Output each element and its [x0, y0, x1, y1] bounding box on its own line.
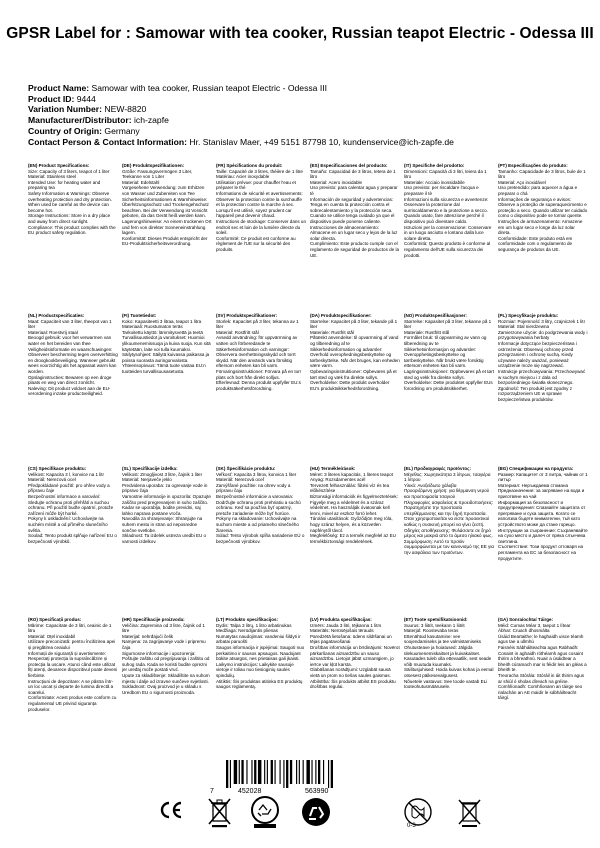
- spec-line: Paredzētā lietošana: ūdens sildīšanai un tējas pagatavošanai: [310, 633, 392, 645]
- spec-line: Conformitate: Acest produs este conform cu regulamentul UE privind siguranța produselor.: [28, 695, 117, 712]
- spec-grid-row: [28, 313, 588, 403]
- spec-heading: (CS) Specifikace produktu:: [28, 466, 87, 471]
- info-label: Country of Origin:: [28, 125, 102, 136]
- spec-line: Maat: Capaciteit van 3 liter, theepot van 1 liter: [28, 318, 112, 330]
- spec-line: Cumplimiento: Este producto cumple con el reglamento de seguridad de productos de la UE.: [310, 241, 399, 258]
- spec-line: Saugos informacija ir įspėjimai: Saugoti nuo perkaitimo ir sausos apsaugos. Naudojant būkite atsargūs, nes prietaisas gali įkaisti.: [216, 644, 305, 662]
- spec-line: Namjena: za zagrijavanje vode i pripremu čaja: [122, 639, 206, 650]
- spec-line: Taille: Capacité de 3 litres, théière de 1 litre: [216, 168, 303, 174]
- barcode-bar: [303, 760, 304, 784]
- spec-line: Инструкции за съхранение: Съхранявайте на сухо място и далеч от пряка слънчева светлина.: [498, 527, 588, 544]
- spec-line: Předpokládané použití: pro ohřev vody a přípravu čaje: [28, 482, 110, 494]
- spec-line: Bezpečnostné informácie a varovania: Dodržujte ochranu proti prehriatiu a suchú ochranu. Keď sa používa byť opatrný, pretože zariadenie môže byť horúce.: [216, 493, 301, 516]
- spec-line: Uso previsto: per riscaldare l'acqua e preparare il tè: [404, 185, 479, 196]
- spec-line: Informacje dotyczące bezpieczeństwa i ostrzeżenia: Obserwuj ochronę przed przegrzaniem i ochronę suchą. Kiedy używane należy uważać, ponieważ urządzenie może się nagrzewać.: [498, 340, 577, 369]
- spec-line: Conformité: Ce produit est conforme au règlement de l'UE sur la sécurité des produits.: [216, 235, 296, 252]
- spec-line: Materiāls: Nerūsējošais tērauds: [310, 628, 374, 634]
- spec-heading: (ES) Especificaciones del producto:: [310, 163, 388, 168]
- barcode-bar: [283, 760, 284, 788]
- spec-line: Storlek: Kapacitet på 3 liter, tekanna av 1 liter: [216, 318, 299, 330]
- info-label: Variation Number:: [28, 104, 103, 115]
- spec-line: Sikkerhetsinformasjon og advarsler: Overopphetingsbeskyttelse og tørrbeskyttelse. Når brukt være forsiktig ettersom enheten kan bli varm.: [404, 346, 484, 369]
- spec-line: Material: Oțel inoxidabil: [28, 633, 76, 639]
- spec-line: Glabāšanas norādījumi: Uzglabāt sausā vietā un prom no tiešas saules gaismas.: [310, 667, 391, 678]
- spec-line: Predvidena uporaba: za ogrevanje vode in pripravo čaja: [122, 482, 208, 494]
- spec-line: Rozmiar: Pojemność 3 litry, czajniczek 1 litr: [498, 318, 586, 324]
- spec-line: Предназначение: за загряване на вода и приготвяне на чай: [498, 488, 585, 499]
- spec-line: Pokyny k uskladnění: Uchovávejte na suchém místě a od přímého slunečního světla.: [28, 516, 108, 533]
- barcode-bar: [318, 760, 320, 784]
- spec-line: Instrucțiuni de depozitare: A se păstra într-un loc uscat și departe de lumina directă a soarelui.: [28, 678, 114, 695]
- spec-line: Velikost: Kapacita 3 l, konvice na 1 litr: [28, 471, 105, 477]
- spec-line: Upute za skladištenje: Skladištite na suhom mjestu i dalje od izravne sunčeve svjetlosti.: [122, 672, 210, 684]
- spec-line: Faisnéis Sábháilteachta agus Rabhadh: Cosaint in aghaidh róthéamh agus cosaint thirim a bhreathnú. Nuair a úsáidtear a bheith cúramach mar is féidir leis an gléas a bheith te.: [498, 644, 587, 673]
- spec-line: Instruções de armazenamento: Armazene em um lugar seco e longe da luz solar direta.: [498, 218, 583, 236]
- language-spec-block: [498, 313, 588, 403]
- spec-line: Varnostne informacije in opozorila: Opazujte zaščito pred pregrevanjem in suho zaščito. Kadar se uporablja, bodite previdni, saj lahko naprava postane vroča.: [122, 493, 211, 516]
- variation-number-row: [28, 104, 588, 115]
- page-title: GPSR Label for : Samowar with tea cooker, Russian teapot Electric - Odessa III: [6, 25, 594, 42]
- info-label: Product ID:: [28, 93, 75, 104]
- spec-line: Προοριζόμενη χρήση: για θέρμανση νερού και προετοιμασία τσαγιού: [404, 488, 490, 499]
- spec-line: Tervezett felhasználás: fűtési víz és tea előkészítése: [310, 482, 390, 494]
- spec-line: Uso previsto: para calentar agua y preparar té: [310, 185, 398, 196]
- spec-heading: (DE) Produktspezifikationen:: [122, 163, 185, 168]
- spec-line: Opslaginstructies: Bewaren op een droge plaats en weg van direct zonlicht.: [28, 374, 112, 386]
- spec-line: Съответствие: Този продукт отговаря на регламента на ЕС за безопасност на продуктите.: [498, 544, 584, 561]
- barcode-icon: [218, 760, 378, 790]
- barcode-bar: [280, 760, 281, 784]
- barcode-bar: [271, 760, 273, 784]
- spec-line: Overholdelse: Dette produkt overholder EU's produktsikkerhedsforordning.: [310, 380, 390, 391]
- spec-line: Atbilstība: Šis produkts atbilst ES produktu drošības regulai.: [310, 678, 396, 690]
- spec-line: Atitiktis: Šis produktas atitinka ES produktų saugos reglamentą.: [216, 678, 303, 690]
- spec-line: Méret: 3 literes kapacitás, 1 literes teapot: [310, 471, 393, 477]
- language-spec-block: [404, 617, 494, 712]
- spec-line: Biztonsági információk és figyelmeztetések: Figyelje meg a védelmet és a száraz védelmet. Ha használják óvatosnak kell lenni, mivel az eszköz forró lehet.: [310, 493, 398, 516]
- product-name-row: [28, 83, 588, 94]
- spec-line: Materiaal: Roestvrij staal: [28, 329, 78, 335]
- info-value: NEW-8820: [104, 104, 147, 115]
- language-spec-block: [310, 617, 400, 712]
- spec-heading: (DA) Produktspecifikationer:: [310, 313, 372, 318]
- spec-line: Ábhar: Cruach dhosmálta: [498, 628, 550, 634]
- recyclable-icon: [250, 795, 280, 829]
- spec-heading: (ET) Toote spetsifikatsioonid:: [404, 617, 468, 622]
- barcode-bar: [290, 760, 292, 784]
- spec-line: Materiale: Rustfrit stål: [310, 329, 354, 335]
- language-spec-block: [122, 466, 212, 561]
- info-value: ich-zapfe: [134, 115, 169, 126]
- spec-line: Efterlevnad: Denna produkt uppfyller EU:s produktsäkerhetsförordning.: [216, 380, 301, 391]
- info-label: Product Name:: [28, 83, 90, 93]
- barcode-bar: [296, 760, 297, 784]
- spec-line: Dimensioni: Capacità di 3 litri, teiera da 1 litro: [404, 168, 487, 180]
- spec-line: Tamaño: Capacidad de 3 litros, tetera de 1 litro: [310, 168, 396, 180]
- spec-line: Turvallisuustiedot ja varoitukset: Huomioi ylikuumenemissuoja ja kuiva suoja. Kun sitä käytetään, laite voi tulla kuumaksi.: [122, 335, 211, 352]
- spec-line: Vorgesehene Verwendung: zum Erhitzen von Wasser und Zubereiten von Tee: [122, 185, 205, 196]
- spec-line: Soulad: Tento produkt splňuje nařízení EU o bezpečnosti výrobků.: [28, 533, 117, 544]
- spec-line: Materiál: Nerezová oceľ: [216, 477, 265, 483]
- spec-line: Material: Edelstahl: [122, 179, 160, 185]
- barcode-bar: [311, 760, 312, 784]
- spec-line: Nõuetele vastavus: See toode vastab ELi tooteohutusmäärusele.: [404, 678, 488, 690]
- spec-line: Laikymo instrukcijos: Laikykite sausoje vietoje ir toliau nuo tiesioginių saulės spindulių.: [216, 661, 294, 678]
- barcode-bar: [254, 760, 256, 784]
- spec-line: Size: Capacity of 3 liters, teapot of 1 liter: [28, 168, 110, 174]
- spec-heading: (IT) Specifiche del prodotto:: [404, 163, 465, 168]
- spec-line: Säkerhetsinformation och varningar: Observera överhettningsskydd och torrt skydd. När den används vara försiktig eftersom enheten kan bli varm.: [216, 346, 296, 369]
- spec-line: Tarkoitettu käyttö: lämmitysvettä ja teetä: [122, 329, 203, 335]
- spec-line: Instrucciones de almacenamiento: Almacene en un lugar seco y lejos de la luz solar directa.: [310, 224, 398, 241]
- language-spec-block: [28, 466, 118, 561]
- spec-line: Størrelse: Kapasitet på 3 liter, tekanne på 1 liter: [404, 318, 492, 330]
- spec-line: Förvaringsinstruktioner: Förvara på en torr plats och bort från direkt solljus.: [216, 368, 302, 380]
- spec-grid-row: [28, 466, 588, 561]
- info-value: Hr. Stanislav Maer, +49 5151 87798 10, kundenservice@ich-zapfe.de: [189, 136, 454, 147]
- language-spec-block: [404, 466, 494, 561]
- spec-line: Megfelelőség: Ez a termék megfelel az EU termékbiztonsági rendeletének.: [310, 533, 396, 544]
- language-spec-block: [122, 313, 212, 403]
- spec-line: Overholdelse: Dette produktet oppfyller EUs forordning om produktsikkerhet.: [404, 380, 493, 391]
- spec-line: Materijal: nehrđajući čelik: [122, 633, 174, 639]
- spec-heading: (NL) Productspecificaties:: [28, 313, 85, 318]
- spec-line: Informazioni sulla sicurezza e avvertenze: Osservare la protezione dal surriscaldamento e la protezione a secco. Quando usato, fare attenzione perché il dispositivo può diventare caldo.: [404, 196, 489, 224]
- spec-line: Numatytas naudojimas: vandeniui šildyti ir arbatai paruošti: [216, 633, 301, 645]
- barcode-bar: [267, 760, 268, 784]
- barcode-bar: [299, 760, 300, 784]
- spec-line: Materiale: Acciaio inossidabile: [404, 179, 465, 185]
- batteries-icon: [456, 796, 484, 828]
- language-spec-block: [28, 313, 118, 403]
- barcode-bar: [275, 760, 276, 784]
- spec-heading: (PL) Specyfikacje produktu:: [498, 313, 559, 318]
- language-spec-block: [498, 466, 588, 561]
- spec-line: Størrelse: Kapacitet på 3 liter, tekande på 1 liter: [310, 318, 398, 330]
- manufacturer-row: [28, 115, 588, 126]
- spec-line: Comhlíonadh: Comhlíonann an táirge seo rialachán an AE maidir le sábháilteacht táirgí.: [498, 684, 583, 701]
- spec-grid-row: [28, 617, 588, 712]
- spec-line: Material: Stainless steel: [28, 174, 77, 180]
- spec-line: Veľkosť: Kapacita 3 litrov, konvica 1 liter: [216, 471, 297, 477]
- barcode-bar: [264, 760, 265, 784]
- spec-line: Conformidade: Este produto está em conformidade com o regulamento de segurança de produtos da UE.: [498, 235, 573, 252]
- spec-line: Größe: Fassungsvermögen 3 Liter, Teekanne von 1 Liter: [122, 168, 193, 180]
- spec-heading: (GA) Sonraíochtaí Táirge:: [498, 617, 554, 622]
- spec-heading: (LV) Produkta specifikācijas:: [310, 617, 372, 622]
- spec-line: Material: Acero inoxidable: [310, 179, 363, 185]
- spec-line: Skladnost: Ta izdelek ustreza uredbi EU o varnosti izdelkov.: [122, 533, 207, 544]
- spec-line: Säilitusjuhised: Hoida kuivas kohas ja eemal otsesest päikesevalgusest.: [404, 667, 494, 678]
- spec-line: Uso pretendido: para aquecer a água e preparar o chá: [498, 185, 578, 196]
- language-spec-block: [498, 163, 588, 258]
- spec-line: Ettenähtud kasutamine: vee soojendamiseks ja tee valmistamiseks: [404, 633, 482, 645]
- spec-line: Naleving: Dit product voldoet aan de EU-verordening inzake productveiligheid.: [28, 385, 111, 397]
- spec-line: Úsáid Beartaithe: le haghaidh uisce téamh agus tae a ullmhú: [498, 633, 584, 645]
- language-spec-block: [310, 466, 400, 561]
- spec-line: Информация за безопасност и предупреждения: Спазвайте защитата от прегряване и суха защита. Когато се използва бъдете внимателни, тъй като устройството може да стане горещо.: [498, 499, 586, 527]
- language-spec-block: [216, 466, 306, 561]
- spec-heading: (FR) Spécifications du produit:: [216, 163, 283, 168]
- spec-line: Συμμόρφωση: Αυτό το προϊόν συμμορφώνεται με τον κανονισμό της ΕΕ για την ασφάλεια των προϊόντων.: [404, 538, 494, 555]
- spec-line: Opbevaringsinstruktioner: Opbevares på et tørt sted og væk fra direkte sollys.: [310, 368, 397, 380]
- barcode-bar: [251, 760, 252, 784]
- barcode-bar: [258, 760, 261, 784]
- language-spec-block: [216, 617, 306, 712]
- info-value: Samowar with tea cooker, Russian teapot Electric - Odessa III: [91, 83, 327, 93]
- spec-line: Safety Information & Warnings: Observe overheating protection and dry protection. When used be careful as the device can become hot.: [28, 190, 112, 213]
- svg-text:0-3: 0-3: [407, 823, 416, 828]
- barcode-bar: [246, 760, 247, 784]
- spec-line: Koko: Kapasiteetti 3 litraa, teapot 1 litra: [122, 318, 202, 324]
- barcode-group-2: 563990: [305, 788, 329, 795]
- spec-heading: (FI) Tuotetiedot:: [122, 313, 157, 318]
- info-value: Germany: [104, 125, 140, 136]
- spec-line: Informații de siguranță și avertismente: Respectați protecția la supraîncălzire și protecția la uscare. Atunci când este utilizat fiți atenți, deoarece dispozitivul poate deveni fierbinte.: [28, 650, 118, 678]
- weee-bin-icon: [207, 796, 233, 828]
- spec-line: Sikkerhedsinformation og advarsler: Overhold overophedningsbeskyttelse og tørbeskyttelse. Når det bruges, kan enheden være varm.: [310, 346, 400, 369]
- spec-line: Medžiaga: Nerūdijantis plienas: [216, 628, 278, 634]
- spec-line: Yhteensopivuus: Tämä tuote vastaa EU:n tuotteiden turvallisuusasetusta.: [122, 363, 206, 374]
- info-label: Manufacturer/Distributor:: [28, 115, 132, 126]
- barcode-bar: [315, 760, 316, 784]
- spec-line: Méid: Cumas Méar 3, taepot 1 lítear: [498, 622, 571, 628]
- barcode-bar: [306, 760, 309, 784]
- spec-heading: (LT) Produkto specifikacijos:: [216, 617, 279, 622]
- spec-line: Informações de segurança e avisos: Observe a proteção de superaquecimento e proteção a seco. Quando utilizar ter cuidado como o dispositivo pode se tornar quente.: [498, 196, 588, 219]
- spec-line: Pokyny na skladovanie: Uchovávajte na suchom mieste a od priameho slnečného žiarenia.: [216, 516, 299, 533]
- spec-line: Información de seguridad y advertencias: Tenga en cuenta la protección contra el sobrecalentamiento y la protección seca. Cuando se utilice tenga cuidado ya que el dispositivo puede ponerse caliente.: [310, 196, 395, 224]
- spec-line: Sukladnost: Ovaj proizvod je u skladu s Uredbom EU o sigurnosti proizvoda.: [122, 684, 202, 695]
- spec-line: Οδηγίες αποθήκευσης: Φυλάσσετε σε ξηρό μέρος και μακριά από το άμεσο ηλιακό φως.: [404, 527, 493, 539]
- spec-line: Matériau: Acier inoxydable: [216, 174, 270, 180]
- spec-line: Tárolási utasítások: Győződjön meg róla, hogy száraz helyen, és a közvetlen napfénytől távol.: [310, 516, 393, 533]
- spec-line: Conformità: Questo prodotto è conforme al regolamento dell'UE sulla sicurezza dei prodotti.: [404, 241, 491, 258]
- barcode-bar: [286, 760, 288, 788]
- spec-line: Materiał: Stal nierdzewna: [498, 324, 550, 330]
- spec-heading: (NO) Produktspesifikasjoner:: [404, 313, 467, 318]
- spec-line: Konformität: Dieses Produkt entspricht der EU-Produktsicherheitsverordnung.: [122, 235, 208, 247]
- spec-line: Påtænkt anvendelse: til opvarmning af vand og tilberedning af te: [310, 335, 399, 346]
- spec-heading: (HU) Termékleírások:: [310, 466, 356, 471]
- spec-line: Mărime: Capacitate de 3 litri, ceainic de 1 litru: [28, 622, 112, 634]
- spec-line: Beoogd gebruik: voor het verwarmen van water en het bereiden van thee: [28, 335, 112, 346]
- spec-line: Säilytysohjeet: Säilytä kuivassa paikassa ja poissa suorasta auringonvalosta.: [122, 352, 210, 363]
- spec-line: Bezpečnostní informace a varování: Sledujte ochranu proti přehřátí a suchou ochranu. Při použití buďte opatrní, protože zařízení může být horké.: [28, 493, 114, 516]
- spec-line: Veiligheidsinformatie en waarschuwingen: Observeer bescherming tegen oververhitting en droogkookbeveiliging. Wanneer gebruikt wees voorzichtig als het apparaat warm kan worden.: [28, 346, 118, 374]
- spec-line: Utilisation prévue: pour chauffer l'eau et préparer le thé: [216, 179, 296, 191]
- spec-line: Materjal: Roostevaba teras: [404, 628, 459, 634]
- info-value: 9444: [76, 93, 96, 104]
- info-label: Contact Person & Contact Information:: [28, 136, 187, 147]
- spec-line: Compliance: This product complies with the EU product safety regulation.: [28, 224, 116, 236]
- language-spec-block: [498, 617, 588, 712]
- spec-line: Treoracha Stórála: Stóráil in áit thirim agus ar shiúl ó sholas díreach na gréine.: [498, 672, 585, 684]
- language-spec-block: [28, 163, 118, 258]
- spec-line: Navodila za shranjevanje: Shranjujte na suhem mestu in stran od neposredne sončne svetlobe.: [122, 516, 203, 533]
- spec-line: Material: Nerjaveče jeklo: [122, 477, 172, 483]
- spec-line: Material: Rostfritt stål: [216, 329, 259, 335]
- spec-line: Informations de sécurité et avertissements: Observer la protection contre la surchauffe et la protection contre la marche à sec. Lorsqu'il est utilisé, soyez prudent car l'appareil peut devenir chaud.: [216, 190, 303, 219]
- spec-line: Ohutusteave ja hoiatused: Jälgida ülekuumenemiskaitset ja kuivakaitset. Kasutades tuleb olla ettevaatlik, sest seade võib muutuda kuumaks.: [404, 644, 492, 667]
- barcode-group-1: 452028: [238, 788, 262, 795]
- spec-line: Υλικό: Ανοξείδωτο χάλυβα: [404, 482, 457, 488]
- spec-line: Lagringsinstruksjoner: Oppbevares på et tørt sted og vekk fra direkte sollys.: [404, 368, 494, 380]
- spec-line: Materiaali: Ruostumaton teräs: [122, 324, 183, 330]
- spec-line: Sigurnosne informacije i upozorenja: Poštujte zaštitu od pregrijavanja i zaštitu od suhog rada. Kada se koristi budite oprezni jer uređaj može postati vruć.: [122, 650, 210, 673]
- spec-heading: (PT) Especificações do produto:: [498, 163, 568, 168]
- spec-heading: (BG) Спецификации на продукта:: [498, 466, 574, 471]
- spec-line: Avsedd användning: för uppvärmning av vatten och förberedande te: [216, 335, 298, 346]
- spec-line: Zamierzone użycie: do podgrzewania wody i przygotowywania herbaty: [498, 329, 588, 341]
- spec-line: Materiale: Rustfritt stål: [404, 329, 450, 335]
- spec-line: Suurus: 3 liitrit, teekann 1 liitrit: [404, 622, 465, 628]
- product-id-row: [28, 94, 588, 105]
- barcode-bar: [234, 760, 237, 784]
- spec-line: Drošības informācija un brīdinājumi: Novērot pārkaršanas aizsardzību un sauso aizsardzību. Lietojot jābūt uzmanīgiem, jo ierīce var kļūt karsta.: [310, 644, 400, 667]
- spec-line: Zamýšľané použitie: na ohrev vody a prípravu čaju: [216, 482, 291, 494]
- product-info: [28, 83, 588, 147]
- language-spec-block: [404, 163, 494, 258]
- barcode-bar: [239, 760, 240, 784]
- barcode-bar: [241, 760, 243, 784]
- spec-line: Anyag: Rozsdamentes acél: [310, 477, 366, 483]
- ce-mark-icon: [158, 800, 184, 820]
- spec-line: Instructions de stockage: Conserver dans un endroit sec et loin de la lumière directe du soleil.: [216, 218, 306, 236]
- spec-line: Μέγεθος: Χωρητικότητα 3 λίτρων, τσαγιέρα 1 λίτρου: [404, 471, 491, 483]
- spec-line: Velikost: Zmogljivost 3 litre, čajnik 1 liter: [122, 471, 203, 477]
- spec-line: Intended Use: for heating water and preparing tea: [28, 179, 101, 191]
- language-spec-block: [310, 313, 400, 403]
- language-spec-block: [28, 617, 118, 712]
- no-tissue-icon: [402, 796, 434, 828]
- language-spec-block: [122, 617, 212, 712]
- barcode-bar: [331, 760, 333, 788]
- language-spec-block: [310, 163, 400, 258]
- spec-heading: (SL) Specifikacije izdelka:: [122, 466, 178, 471]
- language-spec-block: [216, 163, 306, 258]
- language-spec-block: [404, 313, 494, 403]
- contact-row: [28, 137, 588, 148]
- spec-heading: (SV) Produktspecifikationer:: [216, 313, 278, 318]
- spec-line: Istruzioni per la conservazione: Conservare in un luogo asciutto e lontano dalla luce solare diretta.: [404, 224, 492, 241]
- spec-line: Dydis: Talpa 3 litrų, 1 litro arbatinukas: [216, 622, 292, 628]
- spec-line: Súlad: Tento výrobok spĺňa nariadenie EÚ o bezpečnosti výrobkov.: [216, 533, 305, 544]
- barcode-bar: [328, 760, 329, 788]
- spec-line: Izmērs: Jauda 3 litri, tējkanna 1 litrs: [310, 622, 382, 628]
- spec-grid-row: [28, 163, 588, 258]
- spec-heading: (RO) Specificații produs:: [28, 617, 82, 622]
- spec-line: Материал: Неръждаема стомана: [498, 482, 568, 488]
- barcode-bar: [226, 760, 228, 788]
- spec-line: Formålet bruk: til oppvarming av vann og tilberedning av te: [404, 335, 487, 346]
- language-spec-block: [122, 163, 212, 258]
- spec-line: Sicherheitsinformationen & Warnhinweise: Überhitzungsschutz und Trockengehschutz beachten. Bei der Verwendung ist Vorsicht geboten, da das Gerät heiß werden kann.: [122, 196, 209, 219]
- spec-heading: (EL) Προδιαγραφές προϊόντος:: [404, 466, 472, 471]
- spec-line: Materiál: Nerezová ocel: [28, 477, 76, 483]
- spec-line: Размер: Капацитет от 3 литра, чайник от 1 литър: [498, 471, 588, 483]
- country-of-origin-row: [28, 126, 588, 137]
- spec-line: Instrukcje przechowywania: Przechowywać w suchym miejscu i z dala od bezpośredniego światła słonecznego.: [498, 368, 586, 386]
- spec-line: Πληροφορίες ασφαλείας & προειδοποιήσεις: Παρατηρήστε την προστασία υπερθέρμανσης και την ξηρή προστασία. Όταν χρησιμοποιείται να είστε προσεκτικοί καθώς η συσκευή μπορεί να γίνει ζεστή.: [404, 499, 494, 527]
- barcode-digit: 7: [210, 788, 214, 795]
- spec-line: Utilizare preconizată: pentru încălzirea apei și pregătirea ceaiului: [28, 639, 116, 650]
- spec-line: Storage Instructions: Store in a dry place and away from direct sunlight.: [28, 213, 111, 224]
- language-spec-block: [216, 313, 306, 403]
- spec-line: Zgodność: Ten produkt jest zgodny z rozporządzeniem UE w sprawie bezpieczeństwa produktów.: [498, 385, 572, 402]
- spec-heading: (SK) Špecifikácie produktu:: [216, 466, 276, 471]
- barcode-bar: [323, 760, 324, 784]
- spec-heading: (HR) Specifikacije proizvoda:: [122, 617, 185, 622]
- spec-heading: (EN) Product Specifications:: [28, 163, 90, 168]
- spec-line: Material: Aço inoxidável: [498, 179, 546, 185]
- spec-line: Tamanho: Capacidade de 3 litros, bule de 1 litro: [498, 168, 586, 180]
- spec-line: Veličina: Zapremina od 3 litre, čajnik od 1 litre: [122, 622, 205, 634]
- spec-line: Lagerungshinweise: An einem trockenen Ort und fern von direkter Sonneneinstrahlung lagern.: [122, 218, 212, 236]
- mobius-loop-icon: [300, 796, 332, 828]
- barcode-bar: [230, 760, 231, 788]
